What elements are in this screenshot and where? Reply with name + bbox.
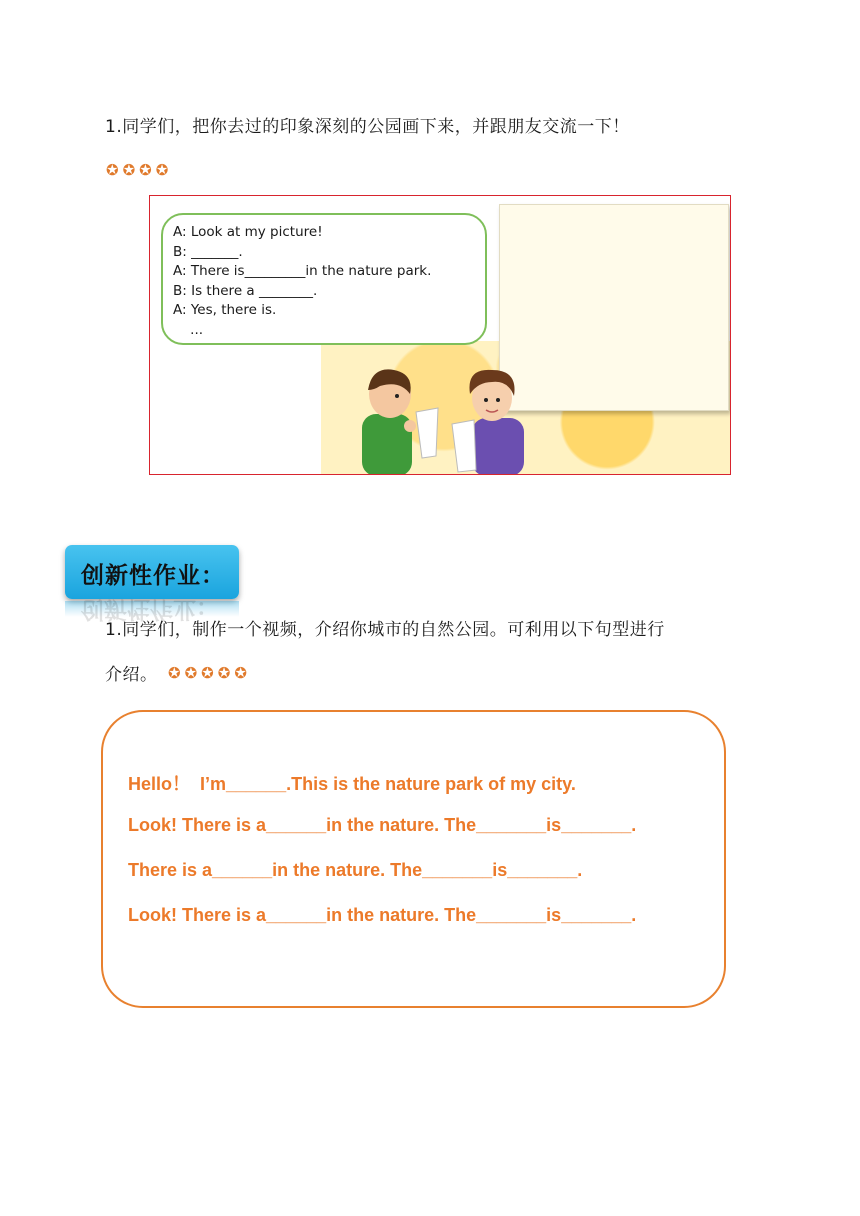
star-icon: ✪: [184, 664, 198, 682]
banner-reflection-text: 创新性作业：: [81, 596, 219, 622]
dialogue-line: A: Look at my picture!: [173, 224, 323, 240]
star-icon: ✪: [122, 161, 136, 179]
star-icon: ✪: [139, 161, 152, 179]
dialogue-line: A: There is_________in the nature park.: [173, 263, 432, 279]
dialogue-line: A: Yes, there is.: [173, 302, 277, 318]
difficulty-stars-task1: [106, 163, 168, 178]
boy-green-illustration: [350, 364, 440, 475]
task2-text-line2: 介绍。: [105, 665, 158, 685]
section-title: 创新性作业：: [81, 563, 225, 589]
section-banner: [65, 545, 239, 599]
difficulty-stars-task2: [168, 666, 247, 681]
dialogue-bubble: [161, 213, 487, 345]
sentence-pattern: Hello！ I’m______.This is the nature park of my city.: [128, 774, 576, 794]
boy-purple-illustration: [448, 364, 530, 475]
task2-text-line1: 1.同学们，制作一个视频，介绍你城市的自然公园。可利用以下句型进行: [105, 620, 665, 640]
star-icon: ✪: [201, 664, 214, 682]
star-icon: ✪: [155, 161, 169, 179]
star-icon: ✪: [106, 161, 119, 179]
star-icon: ✪: [168, 664, 181, 682]
dialogue-line: B: _______.: [173, 243, 243, 260]
sentence-pattern-frame: [101, 710, 726, 1008]
task1-text: 1.同学们，把你去过的印象深刻的公园画下来，并跟朋友交流一下！: [105, 117, 630, 137]
sentence-pattern: Look! There is a______in the nature. The_______is_______.: [128, 815, 637, 835]
sentence-pattern: There is a______in the nature. The_______is_______.: [128, 860, 583, 880]
dialogue-line: ...: [173, 321, 204, 338]
sentence-pattern: Look! There is a______in the nature. The_______is_______.: [128, 905, 637, 925]
dialogue-line: B: Is there a ________.: [173, 282, 318, 299]
illustration-dialogue-picture: [149, 195, 731, 475]
star-icon: ✪: [217, 664, 231, 682]
star-icon: ✪: [234, 664, 247, 682]
blank-paper-sheet: [499, 204, 729, 411]
